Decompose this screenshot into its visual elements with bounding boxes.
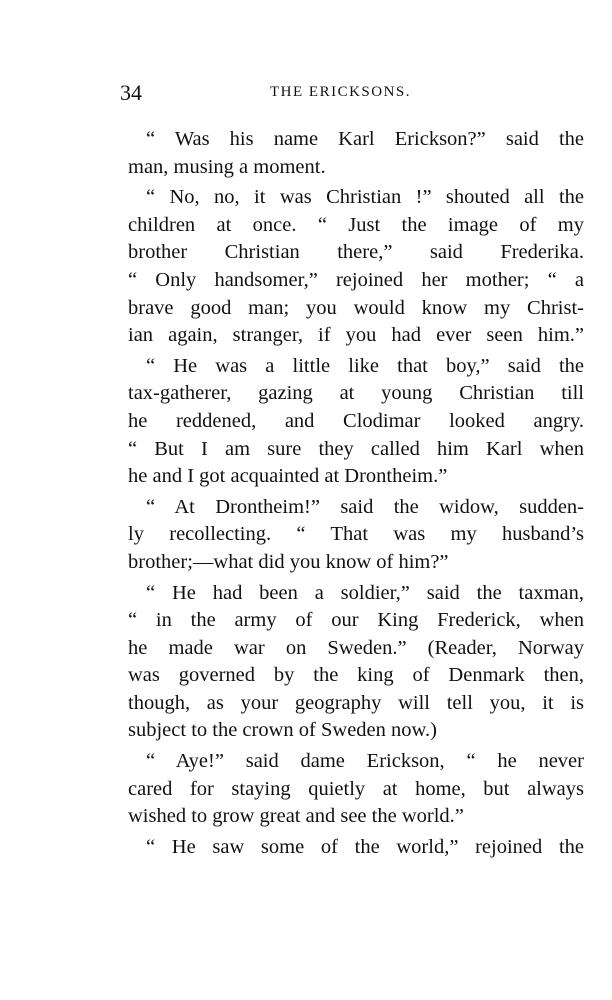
text-line: “ At Drontheim!” said the widow, sudden- xyxy=(146,495,584,518)
text-line: man, musing a moment. xyxy=(128,155,326,178)
text-line: he made war on Sweden.” (Reader, Norway xyxy=(128,636,584,659)
text-line: brother Christian there,” said Frederika. xyxy=(128,241,584,264)
text-line: “ in the army of our King Frederick, when xyxy=(128,609,584,632)
text-line: children at once. “ Just the image of my xyxy=(128,213,584,236)
text-line: brother;—what did you know of him?” xyxy=(128,550,449,573)
text-line: “ Only handsomer,” rejoined her mother; “ a xyxy=(128,268,584,291)
text-line: was governed by the king of Denmark then, xyxy=(128,664,584,687)
paragraph xyxy=(128,126,584,181)
text-line: he reddened, and Clodimar looked angry. xyxy=(128,409,584,432)
text-line: ly recollecting. “ That was my husband’s xyxy=(128,523,584,546)
text-line: though, as your geography will tell you, it is xyxy=(128,691,584,714)
text-line: “ He was a little like that boy,” said the xyxy=(146,354,584,377)
paragraph xyxy=(128,580,584,746)
text-line: he and I got acquainted at Drontheim.” xyxy=(128,465,448,488)
paragraph xyxy=(128,494,584,577)
text-line: cared for staying quietly at home, but always xyxy=(128,777,584,800)
text-line: subject to the crown of Sweden now.) xyxy=(128,719,437,742)
paragraph xyxy=(128,184,584,350)
text-line: “ Aye!” said dame Erickson, “ he never xyxy=(146,750,584,773)
page-number: 34 xyxy=(120,80,142,105)
paragraph xyxy=(128,353,584,491)
running-head: THE ERICKSONS. xyxy=(270,84,412,100)
text-line: wished to grow great and see the world.” xyxy=(128,805,464,828)
paragraph xyxy=(128,834,584,862)
paragraph xyxy=(128,748,584,831)
body-text xyxy=(128,126,584,861)
text-line: brave good man; you would know my Christ- xyxy=(128,296,584,319)
text-line: ian again, stranger, if you had ever seen him.” xyxy=(128,324,584,347)
text-line: “ He had been a soldier,” said the taxman, xyxy=(146,581,584,604)
text-line: “ But I am sure they called him Karl when xyxy=(128,437,584,460)
text-line: “ Was his name Karl Erickson?” said the xyxy=(146,128,584,150)
text-line: “ He saw some of the world,” rejoined the xyxy=(146,835,584,858)
text-line: tax-gatherer, gazing at young Christian till xyxy=(128,382,584,405)
page-header xyxy=(120,80,582,110)
text-line: “ No, no, it was Christian !” shouted all the xyxy=(146,186,584,209)
